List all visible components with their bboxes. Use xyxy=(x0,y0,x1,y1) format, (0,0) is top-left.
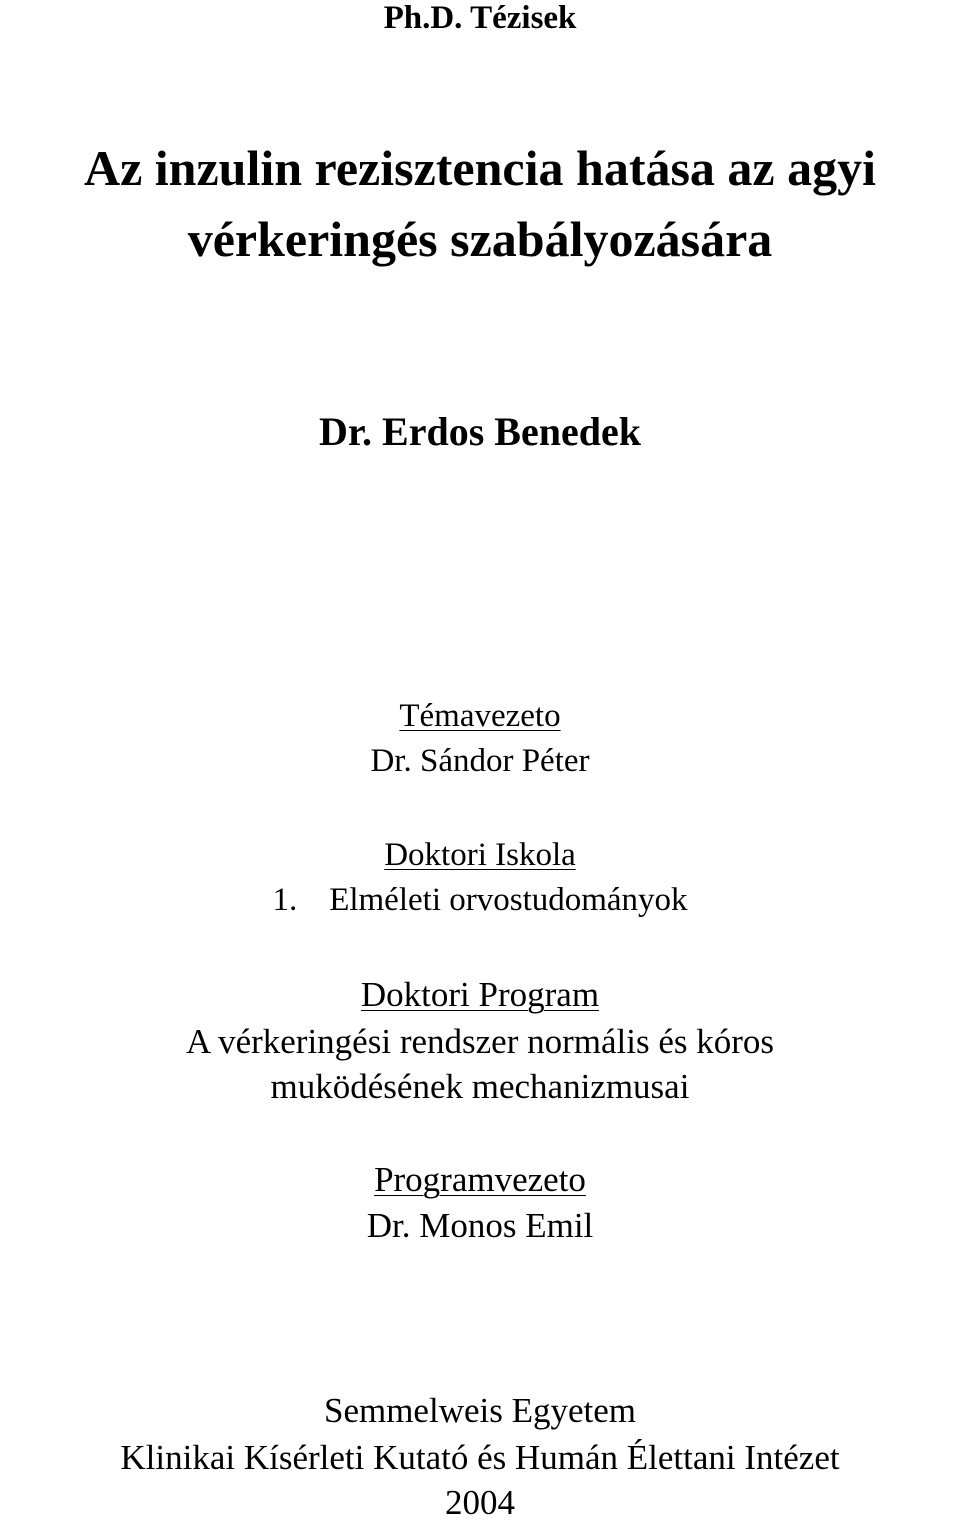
university-name: Semmelweis Egyetem xyxy=(323,1391,636,1430)
doctoral-school-label: Doktori Iskola xyxy=(384,837,576,873)
author-name: Dr. Erdos Benedek xyxy=(319,409,641,454)
supervisor-name: Dr. Sándor Péter xyxy=(370,743,590,779)
doctoral-school-row xyxy=(0,884,960,917)
doctoral-program-name-line-2: muködésének mechanizmusai xyxy=(270,1067,690,1106)
program-leader-name: Dr. Monos Emil xyxy=(366,1206,594,1245)
program-leader-label: Programvezeto xyxy=(374,1160,586,1199)
thesis-title-line-2: vérkeringés szabályozására xyxy=(187,211,773,267)
publication-year: 2004 xyxy=(445,1483,515,1522)
doctoral-program-label: Doktori Program xyxy=(360,975,600,1014)
doctoral-program-name-line-1: A vérkeringési rendszer normális és kóros xyxy=(185,1022,775,1061)
doctoral-school-number: 1. xyxy=(272,882,298,918)
document-type-heading: Ph.D. Tézisek xyxy=(383,0,577,36)
supervisor-label: Témavezeto xyxy=(399,698,561,734)
doctoral-school-name: Elméleti orvostudományok xyxy=(329,882,688,918)
supervisor-label-row xyxy=(0,700,960,733)
program-leader-label-row xyxy=(0,1162,960,1197)
doctoral-school-label-row xyxy=(0,839,960,872)
institute-name: Klinikai Kísérleti Kutató és Humán Élettani Intézet xyxy=(120,1438,840,1477)
doctoral-program-label-row xyxy=(0,977,960,1012)
thesis-title-line-1: Az inzulin rezisztencia hatása az agyi xyxy=(83,140,877,196)
